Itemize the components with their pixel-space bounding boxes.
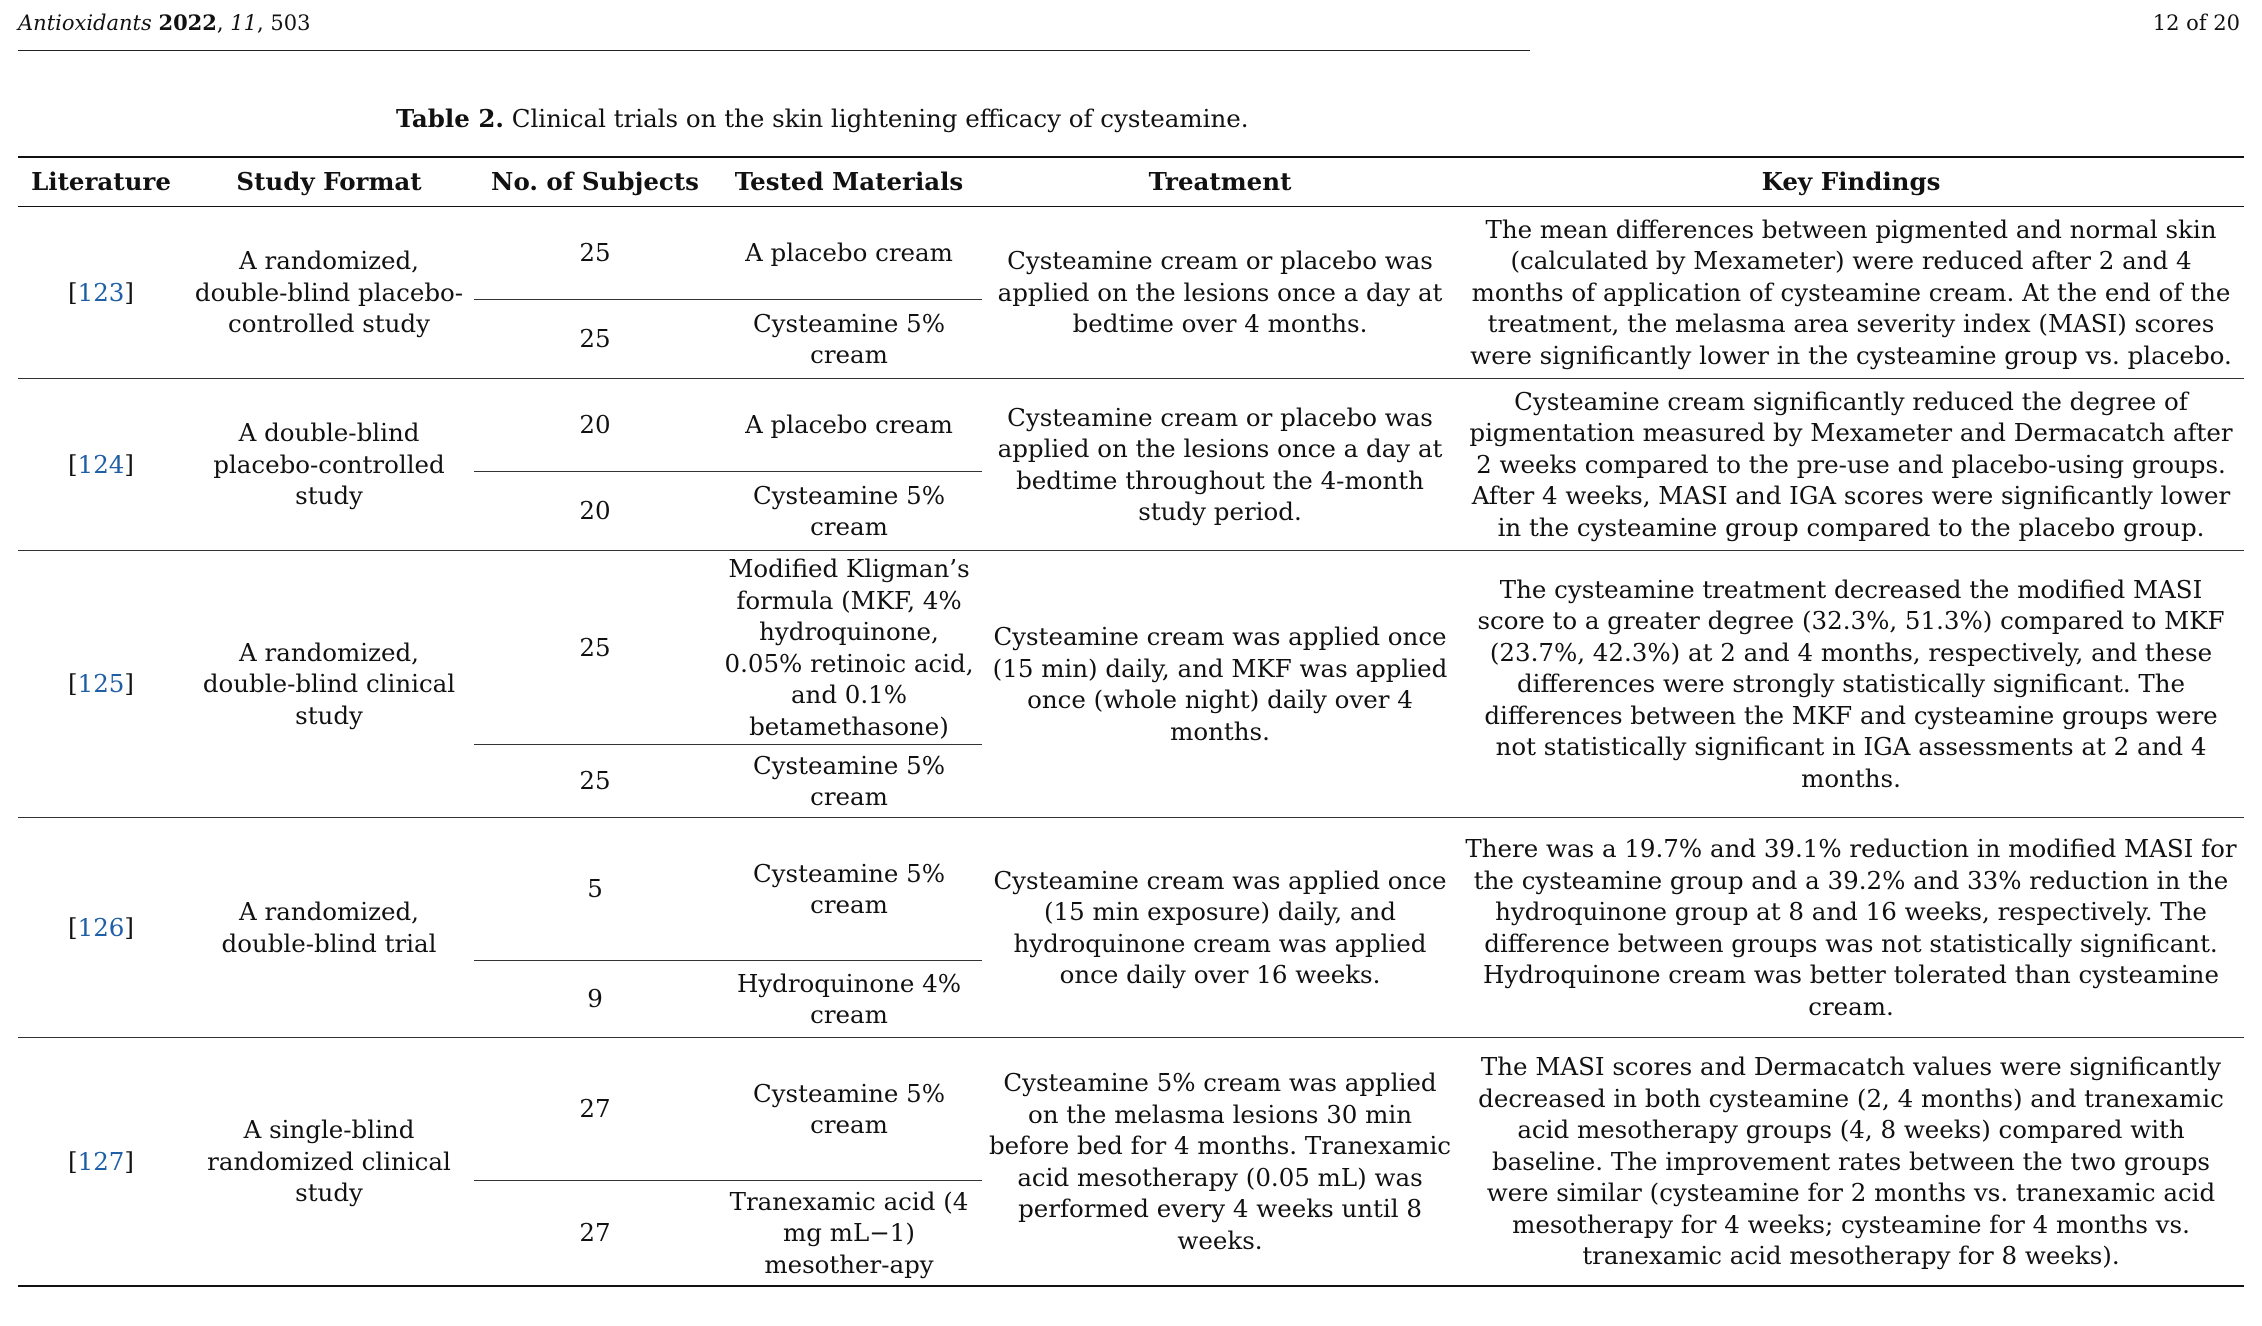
article-number: 503 bbox=[270, 11, 311, 35]
findings-cell: The MASI scores and Dermacatch values were significantly decreased in both cysteamine (2, 4 months) and tranexamic acid mesotherapy groups (4, 8 weeks) compared with baseline. The improvement rates between the two groups were similar (cysteamine for 2 months vs. tranexamic acid mesotherapy for 4 weeks; cysteamine for 4 months vs. tranexamic acid mesotherapy for 8 weeks). bbox=[1458, 1038, 2244, 1287]
reference-link[interactable]: 125 bbox=[77, 669, 125, 699]
material-cell: Tranexamic acid (4 mg mL−1) mesother-apy bbox=[716, 1181, 982, 1287]
material-cell: Modified Kligman’s formula (MKF, 4% hydroquinone, 0.05% retinoic acid, and 0.1% betamethasone) bbox=[716, 551, 982, 745]
table-row bbox=[18, 551, 2244, 745]
subjects-cell: 5 bbox=[474, 818, 716, 961]
col-header-study-format: Study Format bbox=[184, 157, 474, 207]
col-header-materials: Tested Materials bbox=[716, 157, 982, 207]
treatment-cell: Cysteamine 5% cream was applied on the melasma lesions 30 min before bed for 4 months. Tranexamic acid mesotherapy (0.05 mL) was performed every 4 weeks until 8 weeks. bbox=[982, 1038, 1458, 1287]
material-cell: Hydroquinone 4% cream bbox=[716, 961, 982, 1038]
subjects-cell: 25 bbox=[474, 551, 716, 745]
page-number: 12 of 20 bbox=[2152, 11, 2240, 35]
literature-cell: [125] bbox=[18, 551, 184, 818]
subjects-cell: 25 bbox=[474, 745, 716, 818]
study-format-cell: A single-blind randomized clinical study bbox=[184, 1038, 474, 1287]
material-cell: Cysteamine 5% cream bbox=[716, 1038, 982, 1181]
literature-cell: [123] bbox=[68, 277, 134, 307]
reference-link[interactable]: 123 bbox=[77, 277, 125, 307]
treatment-cell: Cysteamine cream was applied once (15 min) daily, and MKF was applied once (whole night) daily over 4 months. bbox=[982, 551, 1458, 818]
journal-citation: Antioxidants 2022, 11, 503 bbox=[18, 10, 311, 35]
col-header-findings: Key Findings bbox=[1458, 157, 2244, 207]
findings-cell: Cysteamine cream significantly reduced the degree of pigmentation measured by Mexameter and Dermacatch after 2 weeks compared to the pre-use and placebo-using groups. After 4 weeks, MASI and IGA scores were significantly lower in the cysteamine group compared to the placebo group. bbox=[1458, 379, 2244, 551]
material-cell: Cysteamine 5% cream bbox=[716, 472, 982, 551]
subjects-cell: 20 bbox=[474, 379, 716, 472]
study-format-cell: A randomized, double-blind clinical study bbox=[184, 551, 474, 818]
findings-cell: There was a 19.7% and 39.1% reduction in modified MASI for the cysteamine group and a 39.2% and 33% reduction in the hydroquinone group at 8 and 16 weeks, respectively. The difference between groups was not statistically significant. Hydroquinone cream was better tolerated than cysteamine cream. bbox=[1458, 818, 2244, 1038]
table-row bbox=[18, 818, 2244, 961]
study-format-cell: A randomized, double-blind trial bbox=[184, 818, 474, 1038]
treatment-cell: Cysteamine cream or placebo was applied on the lesions once a day at bedtime throughout the 4-month study period. bbox=[982, 379, 1458, 551]
subjects-cell: 9 bbox=[474, 961, 716, 1038]
material-cell: Cysteamine 5% cream bbox=[716, 300, 982, 379]
literature-cell: [127] bbox=[18, 1038, 184, 1287]
reference-link[interactable]: 127 bbox=[77, 1146, 125, 1176]
table-caption bbox=[396, 102, 1249, 136]
material-cell: Cysteamine 5% cream bbox=[716, 818, 982, 961]
col-header-literature: Literature bbox=[18, 157, 184, 207]
table-header-row bbox=[18, 157, 2244, 207]
reference-link[interactable]: 124 bbox=[77, 449, 125, 479]
table-row bbox=[18, 379, 2244, 472]
findings-cell: The mean differences between pigmented and normal skin (calculated by Mexameter) were reduced after 2 and 4 months of application of cysteamine cream. At the end of the treatment, the melasma area severity index (MASI) scores were significantly lower in the cysteamine group vs. placebo. bbox=[1470, 214, 2232, 370]
subjects-cell: 27 bbox=[474, 1181, 716, 1287]
study-format-cell: A double-blind placebo-controlled study bbox=[184, 379, 474, 551]
col-header-treatment: Treatment bbox=[982, 157, 1458, 207]
subjects-cell: 25 bbox=[579, 238, 611, 268]
findings-cell: The cysteamine treatment decreased the modified MASI score to a greater degree (32.3%, 51.3%) compared to MKF (23.7%, 42.3%) at 2 and 4 months, respectively, and these differences were strongly statistically significant. The differences between the MKF and cysteamine groups were not statistically significant in IGA assessments at 2 and 4 months. bbox=[1458, 551, 2244, 818]
treatment-cell: Cysteamine cream or placebo was applied on the lesions once a day at bedtime over 4 months. bbox=[997, 246, 1443, 339]
page-header bbox=[18, 8, 2240, 44]
col-header-subjects: No. of Subjects bbox=[474, 157, 716, 207]
journal-name: Antioxidants bbox=[18, 11, 152, 35]
literature-cell: [126] bbox=[18, 818, 184, 1038]
reference-link[interactable]: 126 bbox=[77, 912, 125, 942]
literature-cell: [124] bbox=[18, 379, 184, 551]
journal-volume: 11 bbox=[230, 11, 257, 35]
material-cell: A placebo cream bbox=[745, 238, 953, 268]
clinical-trials-table bbox=[18, 156, 2244, 1287]
table-label: Table 2. bbox=[396, 104, 504, 133]
table-row bbox=[18, 1038, 2244, 1181]
treatment-cell: Cysteamine cream was applied once (15 min exposure) daily, and hydroquinone cream was applied once daily over 16 weeks. bbox=[982, 818, 1458, 1038]
table-container bbox=[18, 156, 2244, 1287]
subjects-cell: 27 bbox=[474, 1038, 716, 1181]
journal-year: 2022 bbox=[158, 10, 217, 35]
subjects-cell: 20 bbox=[474, 472, 716, 551]
table-row bbox=[18, 207, 2244, 300]
table-caption-text: Clinical trials on the skin lightening efficacy of cysteamine. bbox=[511, 104, 1249, 133]
header-divider bbox=[18, 50, 1530, 51]
material-cell: Cysteamine 5% cream bbox=[716, 745, 982, 818]
subjects-cell: 25 bbox=[474, 300, 716, 379]
study-format-cell: A randomized, double-blind placebo-controlled study bbox=[194, 246, 464, 339]
material-cell: A placebo cream bbox=[716, 379, 982, 472]
